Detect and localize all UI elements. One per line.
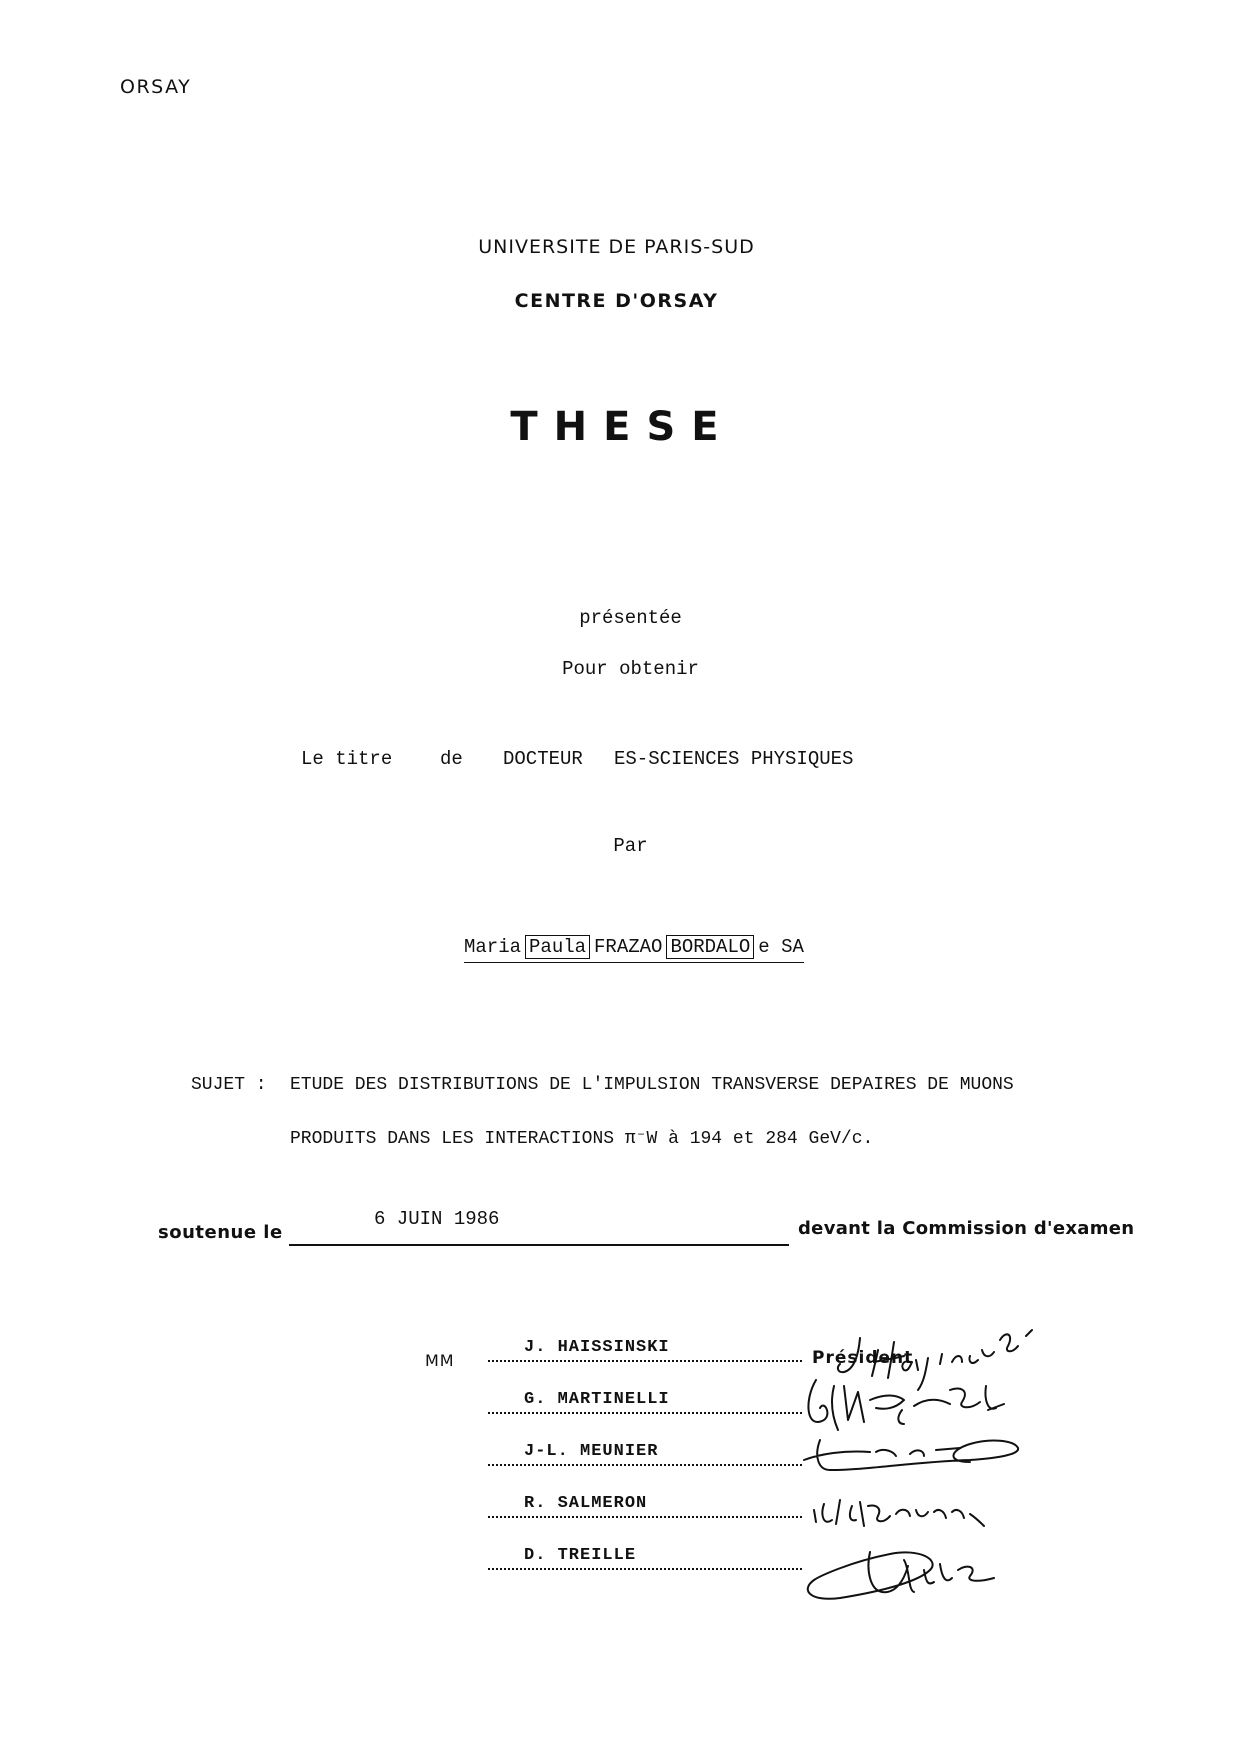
president-label: Président — [812, 1348, 914, 1368]
pour-obtenir-text: Pour obtenir — [562, 658, 699, 680]
devant-commission-label: devant la Commission d'examen — [798, 1218, 1135, 1239]
date-underline — [289, 1244, 789, 1246]
author-middle-name: FRAZAO — [594, 936, 663, 958]
subject-label: SUJET : — [191, 1075, 267, 1095]
signature-martinelli — [808, 1380, 1004, 1430]
author-boxed-name-1: Paula — [525, 935, 590, 959]
subject-line-2: PRODUITS DANS LES INTERACTIONS π⁻W à 194 et 284 GeV/c. — [290, 1129, 874, 1149]
committee-member-name: J-L. MEUNIER — [524, 1442, 659, 1461]
committee-member-line — [488, 1338, 802, 1362]
defense-date: 6 JUIN 1986 — [374, 1208, 500, 1230]
document-title: THESE — [510, 404, 735, 450]
titre-label: Le titre — [301, 748, 393, 770]
author-name — [464, 935, 804, 963]
presentee-text: présentée — [579, 607, 682, 629]
signature-salmeron — [814, 1500, 984, 1526]
author-first-name: Maria — [464, 936, 522, 958]
committee-member-name: J. HAISSINSKI — [524, 1338, 670, 1357]
subject-line-1: ETUDE DES DISTRIBUTIONS DE L'IMPULSION TRANSVERSE DEPAIRES DE MUONS — [290, 1075, 1014, 1095]
centre-name: CENTRE D'ORSAY — [514, 290, 719, 312]
titre-de: de — [440, 748, 463, 770]
committee-member-line — [488, 1494, 802, 1518]
signature-treille — [808, 1552, 994, 1599]
titre-docteur: DOCTEUR — [503, 748, 583, 770]
committee-member-line — [488, 1442, 802, 1466]
handwritten-signatures — [800, 1290, 1180, 1620]
titre-field: ES-SCIENCES PHYSIQUES — [614, 748, 854, 770]
mm-label: MM — [425, 1351, 455, 1370]
soutenue-label: soutenue le — [158, 1222, 283, 1243]
committee-member-line — [488, 1390, 802, 1414]
place-heading: ORSAY — [120, 76, 192, 98]
author-boxed-name-2: BORDALO — [666, 935, 754, 959]
committee-member-line — [488, 1546, 802, 1570]
committee-member-name: D. TREILLE — [524, 1546, 637, 1565]
committee-member-name: G. MARTINELLI — [524, 1390, 670, 1409]
committee-member-name: R. SALMERON — [524, 1494, 648, 1513]
university-name: UNIVERSITE DE PARIS-SUD — [478, 236, 755, 258]
signature-meunier — [804, 1440, 1018, 1470]
signature-haissinski — [838, 1330, 1032, 1390]
par-text: Par — [613, 835, 648, 857]
author-last-name: e SA — [758, 936, 804, 958]
